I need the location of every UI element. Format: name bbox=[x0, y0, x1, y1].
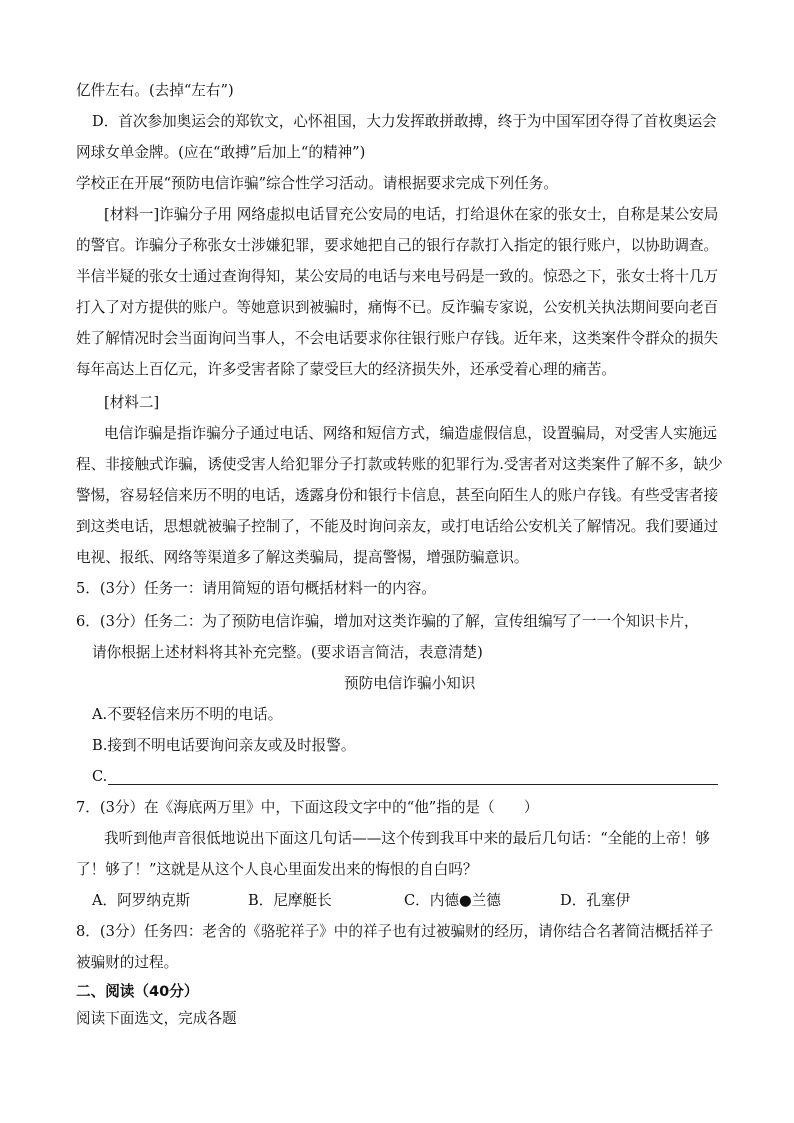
answer-blank-line[interactable] bbox=[108, 784, 718, 785]
question-8: 8．(3分）任务四：老舍的《骆驼祥子》中的祥子也有过被骗财的经历，请你结合名著简洁概括祥子 bbox=[76, 923, 714, 940]
activity-intro: 学校正在开展“预防电信诈骗”综合性学习活动。请根据要求完成下列任务。 bbox=[76, 175, 558, 192]
material-one-line: [材料一]诈骗分子用 网络虚拟电话冒充公安局的电话，打给退休在家的张女士，自称是某公安局 bbox=[104, 206, 719, 223]
material-two-line: 警惕，容易轻信来历不明的电话，透露身份和银行卡信息，甚至向陌生人的账户存钱。有些受害者接 bbox=[76, 487, 719, 504]
material-one-line: 的警官。诈骗分子称张女士涉嫌犯罪，要求她把自己的银行存款打入指定的银行账户，以协助调查。 bbox=[76, 237, 719, 254]
material-two-line: 到这类电话，思想就被骗子控制了，不能及时询问亲友，或打电话给公安机关了解情况。我们要通过 bbox=[76, 518, 719, 535]
knowledge-card-item-a: A.不要轻信来历不明的电话。 bbox=[92, 706, 283, 723]
option-c-correction-tail: 亿件左右。(去掉“左右”) bbox=[76, 82, 234, 99]
material-two-heading: [材料二] bbox=[104, 394, 160, 411]
option-d-correction: 网球女单金牌。(应在“敢搏”后加上“的精神”) bbox=[76, 144, 366, 161]
material-one-line: 姓了解情况时会当面询问当事人，不会电话要求你往银行账户存钱。近年来，这类案件令群众的损失 bbox=[76, 330, 719, 347]
section-heading-reading: 二、阅读（40分） bbox=[76, 983, 199, 1000]
material-two-line: 电信诈骗是指诈骗分子通过电话、网络和短信方式，编造虚假信息，设置骗局，对受害人实施远 bbox=[104, 425, 717, 442]
question-7-quote: 了！够了！”这就是从这个人良心里面发出来的悔恨的自白吗？ bbox=[76, 861, 478, 878]
material-one-line: 打入了对方提供的账户。等她意识到被骗时，痛悔不已。反诈骗专家说，公安机关执法期间要向老百 bbox=[76, 299, 719, 316]
reading-instruction: 阅读下面选文，完成各题 bbox=[76, 1010, 237, 1027]
question-6: 6．(3分）任务二：为了预防电信诈骗，增加对这类诈骗的了解，宣传组编写了一一个知识卡片， bbox=[76, 613, 699, 630]
knowledge-card-item-c: C. bbox=[92, 768, 108, 785]
material-two-line: 电视、报纸、网络等渠道多了解这类骗局，提高警惕，增强防骗意识。 bbox=[76, 549, 529, 566]
choice-d: D．孔塞伊 bbox=[560, 892, 631, 909]
question-6-instruction: 请你根据上述材料将其补充完整。(要求语言简洁，表意清楚) bbox=[92, 644, 483, 661]
question-7-quote: 我听到他声音很低地说出下面这几句话——这个传到我耳中来的最后几句话：“全能的上帝！够 bbox=[104, 830, 710, 847]
choice-c: C．内德●兰德 bbox=[404, 892, 501, 909]
choice-a: A．阿罗纳克斯 bbox=[92, 892, 191, 909]
material-one-line: 半信半疑的张女士通过查询得知，某公安局的电话与来电号码是一致的。惊恐之下，张女士将十几万 bbox=[76, 268, 719, 285]
choice-b: B．尼摩艇长 bbox=[248, 892, 332, 909]
option-d-text: D．首次参加奥运会的郑钦文，心怀祖国，大力发挥敢拼敢搏，终于为中国军团夺得了首枚奥运会 bbox=[92, 113, 717, 130]
question-5: 5．(3分）任务一：请用简短的语句概括材料一的内容。 bbox=[76, 580, 436, 597]
question-8-continued: 被骗财的过程。 bbox=[76, 954, 179, 971]
knowledge-card-item-b: B.接到不明电话要询问亲友或及时报警。 bbox=[92, 737, 356, 754]
question-7: 7．(3分）在《海底两万里》中，下面这段文字中的“他”指的是（ ） bbox=[76, 799, 539, 816]
material-two-line: 程、非接触式诈骗，诱使受害人给犯罪分子打款或转账的犯罪行为.受害者对这类案件了解不多，缺少 bbox=[76, 456, 723, 473]
knowledge-card-title: 预防电信诈骗小知识 bbox=[344, 675, 476, 692]
material-one-line: 每年高达上百亿元，许多受害者除了蒙受巨大的经济损失外，还承受着心理的痛苦。 bbox=[76, 361, 616, 378]
